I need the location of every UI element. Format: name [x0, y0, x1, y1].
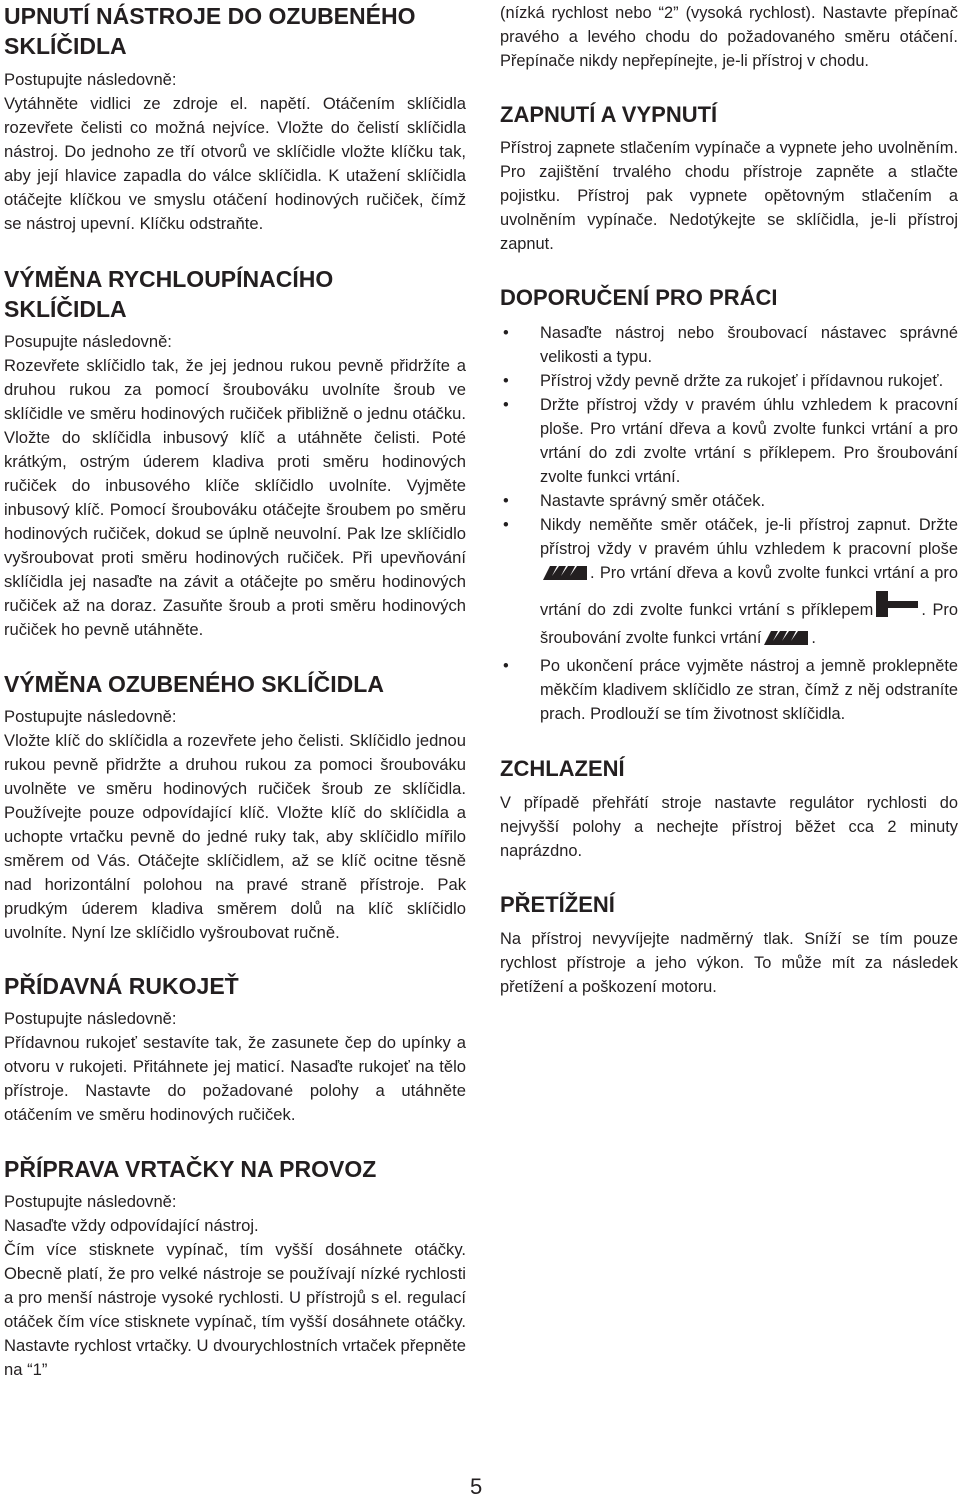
section-title-zapnuti: ZAPNUTÍ A VYPNUTÍ	[500, 102, 718, 127]
section-body: Přídavnou rukojeť sestavíte tak, že zasunete čep do upínky a otvoru v rukojeti. Přitáhnete jej maticí. Nasaďte rukojeť na tělo přístroje. Nastavte do požadované polohy a utáhněte otáčením ve směru hodinových ručiček.	[4, 1033, 466, 1124]
section-title-vymena-rychloupinaciho	[4, 264, 466, 324]
list-item: • Nikdy neměňte směr otáček, je-li přístroj zapnut. Držte přístroj vždy v pravém úhlu vzhledem k pracovní ploše. Pro vrtání dřeva a kovů zvolte funkci vrtání a pro vrtání do zdi zvolte funkci vrtání s příklepem . Pro šroubování zvolte funkci vrtání .	[500, 513, 958, 654]
section-title-pretizeni: PŘETÍŽENÍ	[500, 892, 615, 917]
title-line-1: VÝMĚNA RYCHLOUPÍNACÍHO	[4, 266, 334, 292]
section-line: Nasaďte vždy odpovídající nástroj.	[4, 1216, 259, 1235]
hammer-symbol-icon	[874, 589, 920, 626]
section-body: V případě přehřátí stroje nastavte regulátor rychlosti do nejvyšší polohy a nechejte přístroj běžet cca 2 minuty naprázdno.	[500, 794, 958, 860]
section-body: Čím více stisknete vypínač, tím vyšší dosáhnete otáčky. Obecně platí, že pro velké nástroje se používají nízké rychlosti a pro menší nástroje vysoké rychlosti. U přístrojů s el. regulací otáček čím více stisknete vypínač, tím vyšší dosáhnete otáčky. Nastavte rychlost vrtačky. U dvourychlostních vrtaček přepněte na “1”	[4, 1240, 466, 1379]
continued-text: (nízká rychlost nebo “2” (vysoká rychlost). Nastavte přepínač pravého a levého chodu do požadovaného směru otáčení. Přepínače nikdy nepřepínejte, je-li přístroj v chodu.	[500, 4, 958, 70]
section-body: Na přístroj nevyvíjejte nadměrný tlak. Sníží se tím pouze rychlost přístroje a jeho výkon. To může mít za následek přetížení a poškození motoru.	[500, 930, 958, 996]
section-intro: Posupujte následovně:	[4, 332, 172, 351]
drill-symbol-icon	[541, 564, 589, 589]
section-body: Přístroj zapnete stlačením vypínače a vypnete jeho uvolněním. Pro zajištění trvalého chodu přístroje zapněte a stlačte pojistku. Přístroj pak vypnete opětovným stlačením a uvolněním vypínače. Nedotýkejte se sklíčidla, je-li přístroj zapnut.	[500, 139, 958, 253]
left-column	[4, 0, 466, 1382]
screwdriver-symbol-icon	[762, 629, 810, 654]
section-intro: Postupujte následovně:	[4, 707, 177, 726]
page-number: 5	[470, 1474, 483, 1499]
section-title-doporuceni: DOPORUČENÍ PRO PRÁCI	[500, 285, 778, 310]
section-title-pridavna-rukojet: PŘÍDAVNÁ RUKOJEŤ	[4, 973, 239, 999]
section-title-upnuti	[4, 1, 466, 61]
section-title-vymena-ozubeneho: VÝMĚNA OZUBENÉHO SKLÍČIDLA	[4, 671, 384, 697]
recommendation-list	[500, 321, 958, 726]
section-intro: Postupujte následovně:	[4, 70, 177, 89]
section-body: Vložte klíč do sklíčidla a rozevřete jeho čelisti. Sklíčidlo jednou rukou pevně přidržte a druhou rukou za pomoci šroubováku uvolněte ve směru hodinových ručiček šroub ze sklíčidla. Používejte pouze odpovídající klíč. Vložte klíč do sklíčidla a uchopte vrtačku pevně do jedné ruky tak, aby sklíčidlo mířilo směrem od Vás. Otáčejte sklíčidlem, až se klíč ocitne těsně nad horizontální polohou na pravé straně přístroje. Pak prudkým úderem kladiva směrem dolů na klíč sklíčidlo uvolníte. Nyní lze sklíčidlo vyšroubovat ručně.	[4, 731, 466, 942]
section-body: Rozevřete sklíčidlo tak, že jej jednou rukou pevně přidržíte a druhou rukou za pomocí šroubováku uvolníte šroub ve sklíčidle ve směru hodinových ručiček přibližně o jednu otáčku. Vložte do sklíčidla inbusový klíč a utáhněte čelisti. Poté krátkým, ostrým úderem kladiva proti směru hodinových ručiček do inbusového klíče sklíčidlo uvolníte. Vyjměte inbusový klíč. Pomocí šroubováku otáčejte šroubem po směru hodinových ručiček, dokud se úplně neuvolní. Pak lze sklíčidlo vyšroubovat proti směru hodinových ručiček. Při upevňování sklíčidla jej nasaďte na závit a otáčejte po směru hodinových ručiček až na doraz. Zasuňte šroub a proti směru hodinových ručiček ho pevně utáhněte.	[4, 356, 466, 639]
title-line-2: SKLÍČIDLA	[4, 296, 127, 322]
section-title-zchlazeni: ZCHLAZENÍ	[500, 756, 625, 781]
section-intro: Postupujte následovně:	[4, 1192, 177, 1211]
section-intro: Postupujte následovně:	[4, 1009, 177, 1028]
list-item: • Po ukončení práce vyjměte nástroj a jemně proklepněte měkčím kladivem sklíčidlo ze stran, čímž z něj odstraníte prach. Prodlouží se tím životnost sklíčidla.	[503, 657, 958, 723]
right-column	[500, 0, 958, 999]
list-item: • Přístroj vždy pevně držte za rukojeť i přídavnou rukojeť.	[503, 372, 944, 390]
list-item: • Nastavte správný směr otáček.	[503, 492, 766, 510]
title-line-1: UPNUTÍ NÁSTROJE DO OZUBENÉHO	[4, 3, 416, 29]
title-line-2: SKLÍČIDLA	[4, 33, 127, 59]
section-title-priprava: PŘÍPRAVA VRTAČKY NA PROVOZ	[4, 1156, 377, 1182]
list-item: • Nasaďte nástroj nebo šroubovací nástavec správné velikosti a typu.	[503, 324, 958, 366]
list-item: • Držte přístroj vždy v pravém úhlu vzhledem k pracovní ploše. Pro vrtání dřeva a kovů zvolte funkci vrtání a pro vrtání do zdi zvolte vrtání s příklepem. Pro šroubování zvolte funkci vrtání.	[503, 396, 958, 486]
section-body: Vytáhněte vidlici ze zdroje el. napětí. Otáčením sklíčidla rozevřete čelisti co možná nejvíce. Vložte do čelistí sklíčidla nástroj. Do jednoho ze tří otvorů ve sklíčidle vložte klíčku tak, aby její hlavice zapadla do válce sklíčidla. K utažení sklíčidla otáčejte klíčkou ve smyslu otáčení hodinových ručiček, čímž se nástroj upevní. Klíčku odstraňte.	[4, 94, 466, 233]
